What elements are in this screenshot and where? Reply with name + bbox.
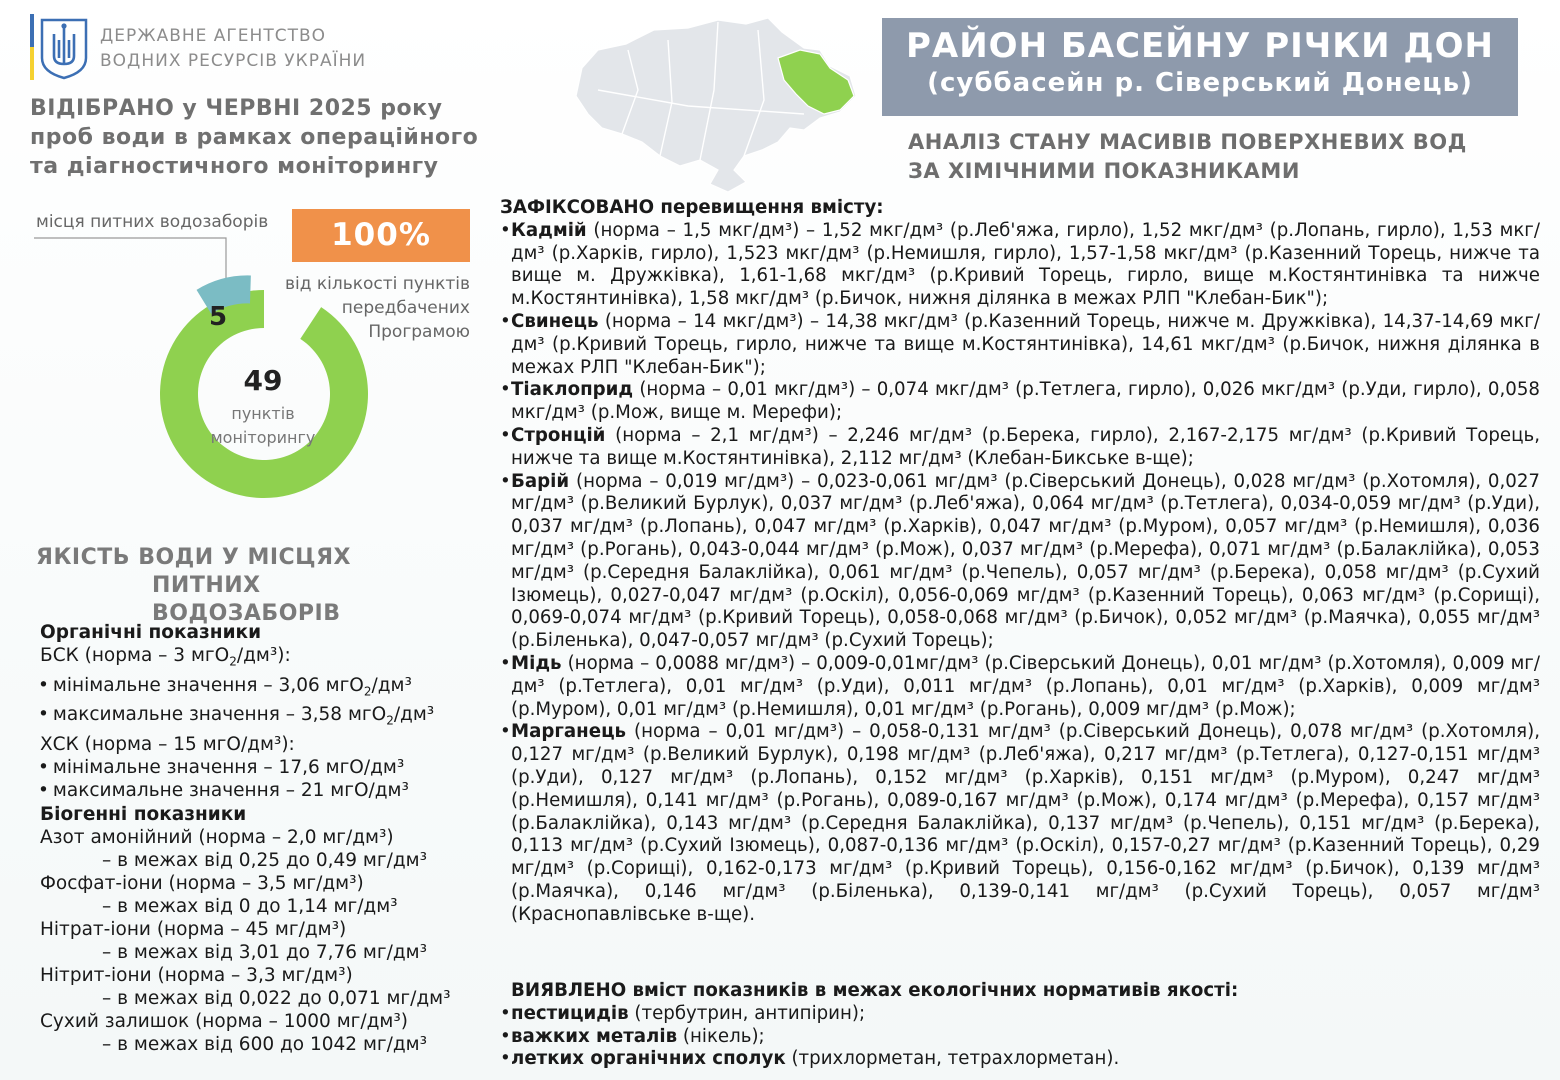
title-line-2: (суббасейн р. Сіверський Донець) (927, 68, 1473, 98)
exceed-heading: ЗАФІКСОВАНО перевищення вмісту: (500, 197, 884, 218)
badge-caption-line-2: передбачених (341, 298, 470, 318)
points-count: 49 (243, 364, 283, 397)
hsk-max (40, 779, 470, 802)
points-label-line-1: пунктів (231, 404, 295, 423)
intake-label: місця питних водозаборів (36, 212, 269, 232)
biogenic-item-name: Фосфат-іони (норма – 3,5 мг/дм³) (40, 873, 364, 894)
biogenic-item-name: Нітрит-іони (норма – 3,3 мг/дм³) (40, 965, 353, 986)
exceed-item-name: Свинець (511, 310, 599, 332)
percent-badge: 100% (292, 209, 470, 262)
exceed-item-text: (норма – 2,1 мг/дм³) – 2,246 мг/дм³ (р.Берека, гирло), 2,167-2,175 мг/дм³ (р.Кривий Торець, нижче та вище м.Костянтинівка), 2,112 мг/дм³ (Клебан-Бикське в-ще); (511, 424, 1540, 469)
within-item-text: (тербутрин, антипірин); (628, 1002, 866, 1024)
bsk-min-post: /дм³ (371, 674, 412, 696)
hsk-max-text: максимальне значення – 21 мгО/дм³ (52, 780, 409, 802)
organic-heading: Органічні показники (40, 622, 262, 643)
intake-count: 5 (208, 302, 228, 332)
within-item (500, 1026, 1540, 1049)
agency-line-2: ВОДНИХ РЕСУРСІВ УКРАЇНИ (100, 51, 367, 71)
quality-line-1: ЯКІСТЬ ВОДИ У МІСЦЯХ (36, 545, 351, 570)
exceed-item-thiacloprid (500, 379, 1540, 425)
bsk-min-pre: мінімальне значення – 3,06 мгО (52, 674, 364, 696)
biogenic-heading: Біогенні показники (40, 804, 247, 825)
biogenic-item (40, 918, 470, 964)
exceed-item-name: Марганець (511, 721, 627, 743)
exceed-item-name: Мідь (511, 652, 562, 674)
exceed-item-strontium (500, 425, 1540, 471)
title-line-1: РАЙОН БАСЕЙНУ РІЧКИ ДОН (905, 26, 1495, 66)
bsk-pre: БСК (норма – 3 мгО (40, 645, 230, 666)
agency-name (100, 24, 366, 74)
biogenic-item-name: Азот амонійний (норма – 2,0 мг/дм³) (40, 827, 394, 848)
biogenic-item (40, 964, 470, 1010)
hsk-min (40, 756, 470, 779)
sampled-heading (30, 94, 500, 181)
exceed-item-text: (норма – 0,0088 мг/дм³) – 0,009-0,01мг/дм³ (р.Сіверський Донець), 0,01 мг/дм³ (р.Хотомля), 0,009 мг/дм³ (р.Тетлега), 0,01 мг/дм³ (р.Уди), 0,011 мг/дм³ (р.Лопань), 0,01 мг/дм³ (р.Харків), 0,009 мг/дм³ (р.Муром), 0,01 мг/дм³ (р.Немишля), 0,01 мг/дм³ (р.Рогань), 0,009 мг/дм³ (р.Мож); (511, 652, 1540, 720)
biogenic-item (40, 826, 470, 872)
bsk-max-sub: 2 (386, 714, 394, 729)
bsk-max-pre: максимальне значення – 3,58 мгО (52, 704, 387, 726)
hsk-line: ХСК (норма – 15 мгО/дм³): (40, 734, 295, 756)
points-label (196, 402, 330, 450)
exceed-item-text: (норма – 0,019 мг/дм³) – 0,023-0,061 мг/дм³ (р.Сіверський Донець), 0,028 мг/дм³ (р.Хотомля), 0,027 мг/дм³ (р.Великий Бурлук), 0,037 мг/дм³ (р.Леб'яжа), 0,064 мг/дм³ (р.Тетлега), 0,034-0,059 мг/дм³ (р.Уди), 0,037 мг/дм³ (р.Лопань), 0,047 мг/дм³ (р.Харків), 0,047 мг/дм³ (р.Муром), 0,057 мг/дм³ (р.Немишля), 0,036 мг/дм³ (р.Рогань), 0,043-0,044 мг/дм³ (р.Мож), 0,037 мг/дм³ (р.Мерефа), 0,071 мг/дм³ (р.Балаклійка), 0,053 мг/дм³ (р.Середня Балаклійка), 0,061 мг/дм³ (р.Чепель), 0,057 мг/дм³ (р.Берека), 0,058 мг/дм³ (р.Сухий Ізюмець), 0,027-0,047 мг/дм³ (р.Оскіл), 0,056-0,069 мг/дм³ (р.Казенний Торець), 0,063 мг/дм³ (р.Сорищі), 0,069-0,074 мг/дм³ (р.Кривий Торець), 0,058-0,068 мг/дм³ (р.Бичок), 0,052 мг/дм³ (р.Маячка), 0,055 мг/дм³ (р.Біленька), 0,047-0,057 мг/дм³ (р.Сухий Торець); (511, 470, 1540, 652)
biogenic-item-name: Сухий залишок (норма – 1000 мг/дм³) (40, 1011, 408, 1032)
biogenic-block (40, 803, 470, 1056)
exceed-item-text: (норма – 0,01 мг/дм³) – 0,058-0,131 мг/дм³ (р.Сіверський Донець), 0,078 мг/дм³ (р.Хотомля), 0,127 мг/дм³ (р.Великий Бурлук), 0,198 мг/дм³ (р.Леб'яжа), 0,217 мг/дм³ (р.Тетлега), 0,127-0,151 мг/дм³ (р.Уди), 0,127 мг/дм³ (р.Лопань), 0,152 мг/дм³ (р.Харків), 0,151 мг/дм³ (р.Муром), 0,247 мг/дм³ (р.Немишля), 0,141 мг/дм³ (р.Рогань), 0,089-0,167 мг/дм³ (р.Мож), 0,174 мг/дм³ (р.Мерефа), 0,157 мг/дм³ (р.Балаклійка), 0,143 мг/дм³ (р.Середня Балаклійка), 0,137 мг/дм³ (р.Чепель), 0,151 мг/дм³ (р.Берека), 0,113 мг/дм³ (р.Сухий Ізюмець), 0,087-0,136 мг/дм³ (р.Оскіл), 0,157-0,27 мг/дм³ (р.Казенний Торець), 0,29 мг/дм³ (р.Сорищі), 0,162-0,173 мг/дм³ (р.Кривий Торець), 0,156-0,162 мг/дм³ (р.Бичок), 0,139 мг/дм³ (р.Маячка), 0,146 мг/дм³ (р.Біленька), 0,139-0,141 мг/дм³ (р.Сухий Торець), 0,057 мг/дм³ (Краснопавлівське в-ще). (511, 721, 1540, 925)
biogenic-item (40, 872, 470, 918)
exceed-item-copper (500, 653, 1540, 721)
within-item-name: летких органічних сполук (511, 1048, 786, 1070)
analysis-line-2: ЗА ХІМІЧНИМИ ПОКАЗНИКАМИ (908, 159, 1300, 183)
within-heading: ВИЯВЛЕНО вміст показників в межах екологічних нормативів якості: (511, 980, 1239, 1001)
within-item-name: пестицидів (511, 1002, 629, 1024)
exceed-item-name: Тіаклоприд (511, 379, 634, 401)
exceed-block (500, 197, 1540, 927)
bsk-sub: 2 (229, 654, 237, 669)
within-item (500, 1048, 1540, 1071)
exceed-item-lead (500, 311, 1540, 379)
sampled-line-2: проб води в рамках операційного (30, 125, 479, 150)
bsk-max-post: /дм³ (393, 704, 435, 726)
within-item-text: (нікель); (677, 1025, 765, 1047)
exceed-item-name: Кадмій (511, 219, 587, 241)
exceed-item-cadmium (500, 220, 1540, 311)
sampled-line-1: ВІДІБРАНО у ЧЕРВНІ 2025 року (30, 96, 443, 121)
biogenic-item-name: Нітрат-іони (норма – 45 мг/дм³) (40, 919, 347, 940)
within-block (500, 980, 1540, 1071)
within-item-text: (трихлорметан, тетрахлорметан). (785, 1048, 1120, 1070)
within-item (500, 1003, 1540, 1026)
biogenic-item-range: – в межах від 0 до 1,14 мг/дм³ (102, 896, 398, 917)
state-emblem-icon (30, 14, 92, 80)
biogenic-item-range: – в межах від 600 до 1042 мг/дм³ (102, 1034, 428, 1055)
organic-block (40, 621, 470, 802)
bsk-min (40, 674, 470, 704)
quality-line-2: ПИТНИХ ВОДОЗАБОРІВ (152, 573, 341, 626)
quality-heading (36, 544, 456, 628)
bsk-line (40, 644, 470, 674)
biogenic-item-range: – в межах від 0,022 до 0,071 мг/дм³ (102, 988, 451, 1009)
analysis-line-1: АНАЛІЗ СТАНУ МАСИВІВ ПОВЕРХНЕВИХ ВОД (908, 130, 1467, 154)
exceed-item-text: (норма – 14 мкг/дм³) – 14,38 мкг/дм³ (р.Казенний Торець, нижче м. Дружківка), 14,37-14,69 мкг/дм³ (р.Кривий Торець, гирло, нижче та вище м.Костянтинівка), 14,61 мкг/дм³ (р.Бичок, нижня ділянка в межах РЛП "Клебан-Бик"); (511, 310, 1540, 378)
agency-line-1: ДЕРЖАВНЕ АГЕНТСТВО (100, 26, 327, 46)
badge-caption-line-3: Програмою (368, 322, 470, 342)
bsk-max (40, 703, 470, 733)
exceed-item-text: (норма – 1,5 мкг/дм³) – 1,52 мкг/дм³ (р.Леб'яжа, гирло), 1,52 мкг/дм³ (р.Лопань, гирло), 1,53 мкг/дм³ (р.Харків, гирло), 1,523 мкг/дм³ (р.Немишля, гирло), 1,57-1,58 мкг/дм³ (р.Казенний Торець, нижче та вище м. Дружківка), 1,61-1,68 мкг/дм³ (р.Кривий Торець, гирло, вище м.Костянтинівка та нижче м.Костянтинівка), 1,58 мкг/дм³ (р.Бичок, нижня ділянка в межах РЛП "Клебан-Бик"); (511, 219, 1540, 310)
exceed-item-text: (норма – 0,01 мкг/дм³) – 0,074 мкг/дм³ (р.Тетлега, гирло), 0,026 мкг/дм³ (р.Уди, гирло), 0,058 мкг/дм³ (р.Мож, вище м. Мерефи); (511, 379, 1540, 424)
title-box (882, 18, 1518, 116)
exceed-item-name: Барій (511, 470, 570, 492)
exceed-item-manganese (500, 721, 1540, 926)
exceed-item-name: Стронцій (511, 424, 606, 446)
points-label-line-2: моніторингу (210, 428, 316, 447)
biogenic-item (40, 1010, 470, 1056)
bsk-post: /дм³): (236, 645, 291, 666)
hsk-min-text: мінімальне значення – 17,6 мгО/дм³ (52, 757, 405, 779)
biogenic-item-range: – в межах від 3,01 до 7,76 мг/дм³ (102, 942, 428, 963)
biogenic-item-range: – в межах від 0,25 до 0,49 мг/дм³ (102, 850, 428, 871)
within-item-name: важких металів (511, 1025, 678, 1047)
analysis-heading (908, 128, 1528, 186)
badge-caption-line-1: від кількості пунктів (284, 274, 470, 294)
sampled-line-3: та діагностичного моніторингу (30, 154, 439, 179)
ukraine-map (568, 10, 868, 200)
bsk-min-sub: 2 (363, 684, 372, 699)
exceed-item-barium (500, 471, 1540, 653)
